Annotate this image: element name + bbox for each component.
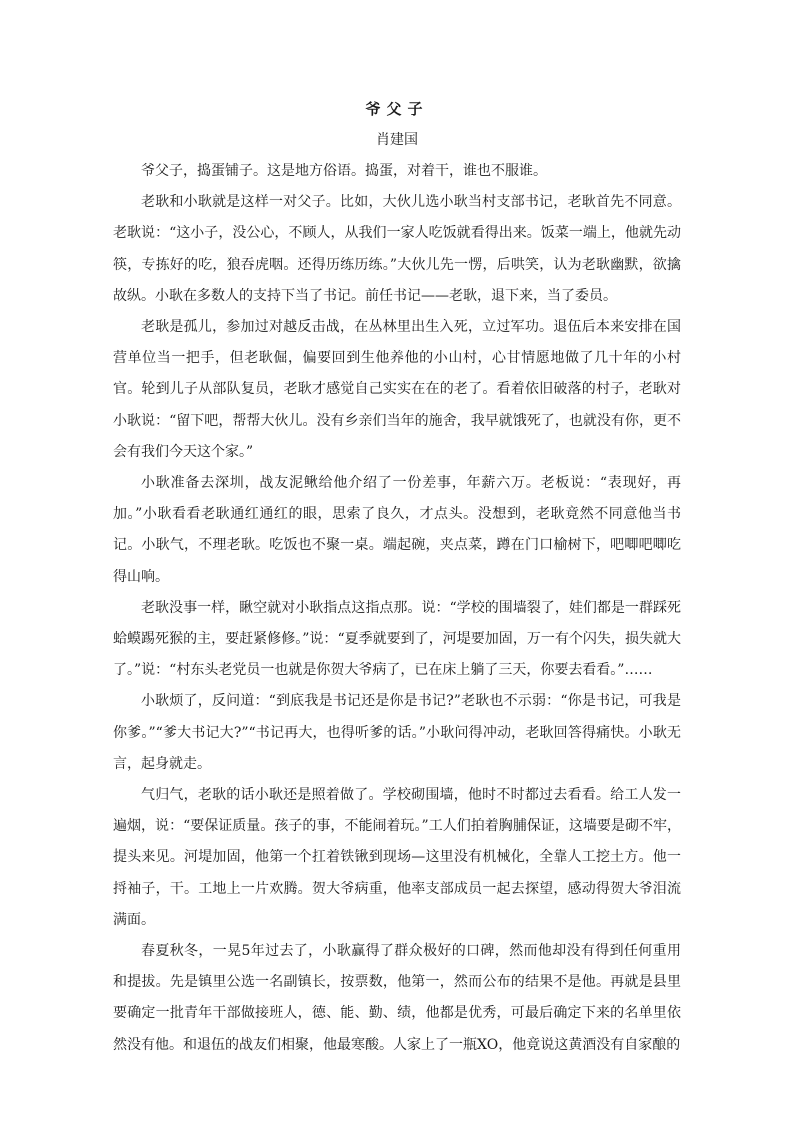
document-title: 爷父子 (365, 100, 429, 118)
paragraph: 爷父子，捣蛋铺子。这是地方俗语。捣蛋，对着干，谁也不服谁。 (141, 163, 547, 179)
paragraph: 老耿是孤儿，参加过对越反击战，在丛林里出生入死，立过军功。退伍后本来安排在国营单位当一把手，但老耿倔，偏要回到生他养他的小山村，心甘情愿地做了几十年的小村官。轮到儿子从部队复员，老耿才感觉自己实实在在的老了。看着依旧破落的村子，老耿对小耿说：“留下吧，帮帮大伙儿。没有乡亲们当年的施舍，我早就饿死了，也就没有你，更不会有我们今天这个家。” (113, 319, 681, 460)
document-author: 肖建国 (376, 132, 418, 148)
paragraph: 小耿准备去深圳，战友泥鳅给他介绍了一份差事，年薪六万。老板说：“表现好，再加。”小耿看看老耿通红通红的眼，思索了良久，才点头。没想到，老耿竟然不同意他当书记。小耿气，不理老耿。吃饭也不聚一桌。端起碗，夹点菜，蹲在门口榆树下，吧唧吧唧吃得山响。 (113, 475, 681, 585)
paragraph: 气归气，老耿的话小耿还是照着做了。学校砌围墙，他时不时都过去看看。给工人发一遍烟，说：“要保证质量。孩子的事，不能闹着玩。”工人们拍着胸脯保证，这墙要是砌不牢，提头来见。河堤加固，他第一个扛着铁锹到现场—这里没有机械化，全靠人工挖土方。他一捋袖子，干。工地上一片欢腾。贺大爷病重，他率支部成员一起去探望，感动得贺大爷泪流满面。 (113, 787, 681, 928)
paragraph: 老耿没事一样，瞅空就对小耿指点这指点那。说：“学校的围墙裂了，娃们都是一群踩死蛤蟆踢死猴的主，要赶紧修修。”说：“夏季就要到了，河堤要加固，万一有个闪失，损失就大了。”说：“村东头老党员一也就是你贺大爷病了，已在床上躺了三天，你要去看看。”…… (113, 599, 681, 679)
paragraph: 老耿和小耿就是这样一对父子。比如，大伙儿选小耿当村支部书记，老耿首先不同意。老耿说：“这小子，没公心，不顾人，从我们一家人吃饭就看得出来。饭菜一端上，他就先动筷，专拣好的吃，狼吞虎咽。还得历练历练。”大伙儿先一愣，后哄笑，认为老耿幽默，欲擒故纵。小耿在多数人的支持下当了书记。前任书记——老耿，退下来，当了委员。 (113, 194, 681, 304)
paragraph: 春夏秋冬，一晃5年过去了，小耿赢得了群众极好的口碑，然而他却没有得到任何重用和提拔。先是镇里公选一名副镇长，按票数，他第一，然而公布的结果不是他。再就是县里要确定一批青年干部做接班人，德、能、勤、绩，他都是优秀，可最后确定下来的名单里依然没有他。和退伍的战友们相聚，他最寒酸。人家上了一瓶XO，他竟说这黄酒没有自家酿的 (113, 943, 681, 1053)
document-page (113, 98, 681, 1061)
paragraph: 小耿烦了，反问道：“到底我是书记还是你是书记?”老耿也不示弱：“你是书记，可我是你爹。”“爹大书记大?”“书记再大，也得听爹的话。”小耿问得冲动，老耿回答得痛快。小耿无言，起身就走。 (113, 693, 681, 772)
